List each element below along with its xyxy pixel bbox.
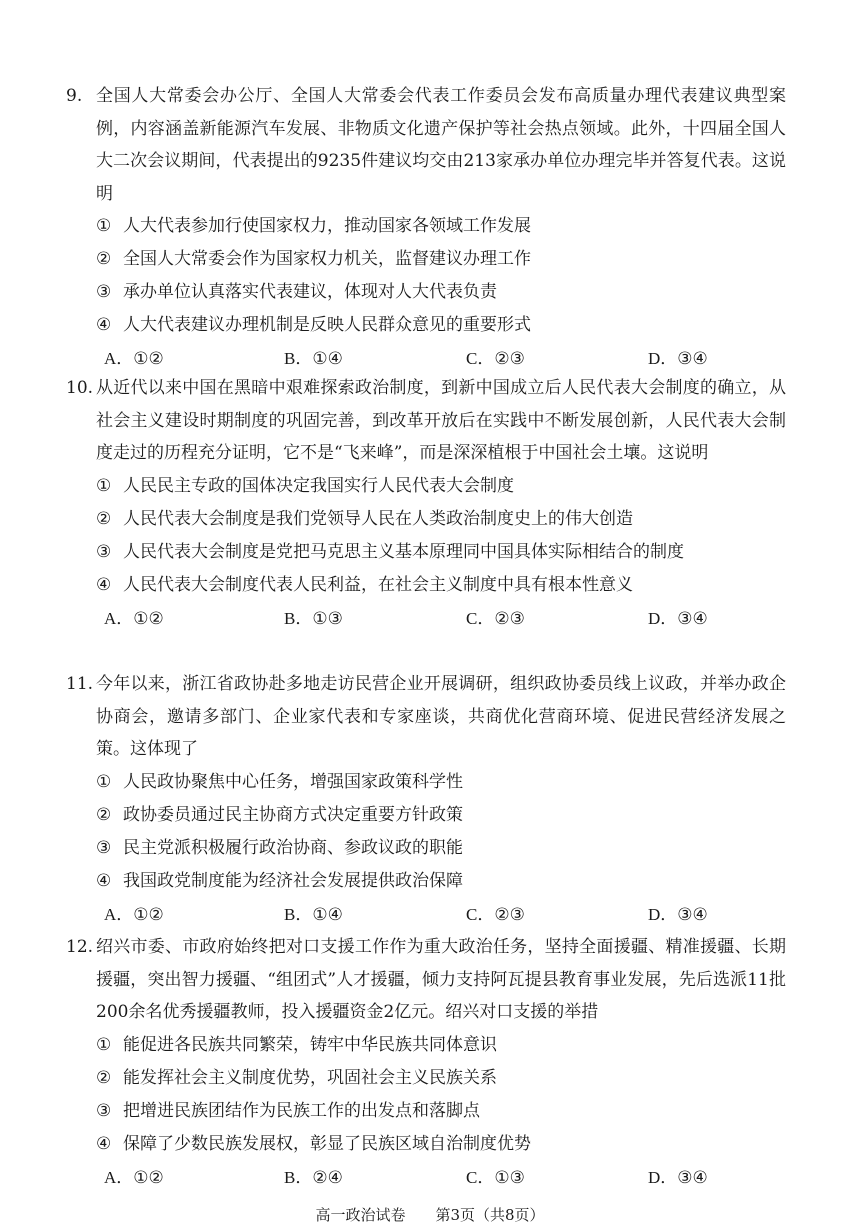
choice-text: ②③ bbox=[494, 904, 525, 925]
statement-item bbox=[66, 243, 786, 276]
statement-text: 人民民主专政的国体决定我国实行人民代表大会制度 bbox=[123, 475, 514, 496]
statement-mark: ④ bbox=[96, 574, 112, 595]
statement-text: 能发挥社会主义制度优势，巩固社会主义民族关系 bbox=[123, 1067, 497, 1088]
choice-b[interactable] bbox=[284, 602, 343, 636]
choice-d[interactable] bbox=[648, 602, 708, 636]
statement-item bbox=[66, 799, 786, 832]
question-number: 10. bbox=[66, 378, 94, 398]
statement-mark: ① bbox=[96, 771, 112, 792]
statement-item bbox=[66, 503, 786, 536]
question-12 bbox=[66, 931, 786, 1194]
statement-item bbox=[66, 536, 786, 569]
question-text: 全国人大常委会办公厅、全国人大常委会代表工作委员会发布高质量办理代表建议典型案例，内容涵盖新能源汽车发展、非物质文化遗产保护等社会热点领域。此外，十四届全国人大二次会议期间，代表提出的9235件建议均交由213家承办单位办理完毕并答复代表。这说明 bbox=[96, 86, 786, 204]
choice-a[interactable] bbox=[104, 602, 164, 636]
choice-a[interactable] bbox=[104, 342, 164, 376]
choice-a[interactable] bbox=[104, 898, 164, 932]
choice-text: ①② bbox=[133, 904, 164, 925]
choice-c[interactable] bbox=[466, 342, 525, 376]
choice-text: ①② bbox=[133, 1167, 164, 1188]
choice-text: ①③ bbox=[312, 608, 343, 629]
choice-text: ①④ bbox=[312, 904, 343, 925]
choice-letter: A． bbox=[104, 904, 134, 924]
choice-text: ③④ bbox=[677, 349, 708, 369]
statement-text: 政协委员通过民主协商方式决定重要方针政策 bbox=[123, 804, 463, 825]
choice-d[interactable] bbox=[648, 342, 708, 376]
choice-a[interactable] bbox=[104, 1161, 164, 1195]
choice-text: ②④ bbox=[312, 1167, 343, 1188]
question-number: 11. bbox=[66, 674, 94, 694]
question-stem bbox=[66, 80, 786, 210]
choice-letter: B． bbox=[284, 904, 313, 924]
statement-mark: ③ bbox=[96, 837, 112, 858]
choice-text: ①④ bbox=[312, 349, 343, 369]
choice-letter: D． bbox=[648, 904, 678, 924]
question-number: 9. bbox=[66, 86, 83, 106]
statement-mark: ② bbox=[96, 508, 112, 529]
statement-item bbox=[66, 832, 786, 865]
choice-letter: C． bbox=[466, 349, 495, 368]
question-stem bbox=[66, 931, 786, 1029]
choice-text: ①③ bbox=[494, 1167, 525, 1188]
choice-c[interactable] bbox=[466, 1161, 525, 1195]
choice-text: ①② bbox=[133, 349, 164, 369]
statement-item bbox=[66, 766, 786, 799]
choice-b[interactable] bbox=[284, 898, 343, 932]
statement-text: 人大代表建议办理机制是反映人民群众意见的重要形式 bbox=[123, 315, 531, 335]
statement-list bbox=[66, 470, 786, 602]
statement-mark: ③ bbox=[96, 541, 112, 562]
statement-item bbox=[66, 1029, 786, 1062]
statement-item bbox=[66, 210, 786, 243]
question-text: 今年以来，浙江省政协赴多地走访民营企业开展调研，组织政协委员线上议政，并举办政企协商会，邀请多部门、企业家代表和专家座谈，共商优化营商环境、促进民营经济发展之策。这体现了 bbox=[96, 674, 786, 759]
question-stem bbox=[66, 372, 786, 470]
statement-text: 人民代表大会制度是党把马克思主义基本原理同中国具体实际相结合的制度 bbox=[123, 541, 684, 562]
statement-text: 承办单位认真落实代表建议，体现对人大代表负责 bbox=[123, 282, 497, 302]
choice-letter: B． bbox=[284, 349, 313, 368]
choice-letter: C． bbox=[466, 904, 495, 924]
statement-list bbox=[66, 1029, 786, 1161]
statement-list bbox=[66, 210, 786, 342]
statement-text: 民主党派积极履行政治协商、参政议政的职能 bbox=[123, 837, 463, 858]
statement-item bbox=[66, 276, 786, 309]
choice-text: ②③ bbox=[494, 349, 525, 369]
statement-item bbox=[66, 1095, 786, 1128]
statement-mark: ① bbox=[96, 216, 112, 236]
choice-letter: A． bbox=[104, 1167, 134, 1187]
choice-b[interactable] bbox=[284, 342, 343, 376]
question-number: 12. bbox=[66, 937, 94, 957]
choice-text: ③④ bbox=[677, 1167, 708, 1188]
statement-text: 人大代表参加行使国家权力，推动国家各领域工作发展 bbox=[123, 216, 531, 236]
statement-text: 全国人大常委会作为国家权力机关，监督建议办理工作 bbox=[123, 249, 531, 269]
question-stem bbox=[66, 668, 786, 766]
statement-mark: ③ bbox=[96, 1100, 112, 1121]
statement-text: 能促进各民族共同繁荣，铸牢中华民族共同体意识 bbox=[123, 1034, 497, 1055]
statement-item bbox=[66, 470, 786, 503]
statement-mark: ④ bbox=[96, 870, 112, 891]
statement-text: 人民政协聚焦中心任务，增强国家政策科学性 bbox=[123, 771, 463, 792]
statement-mark: ① bbox=[96, 475, 112, 496]
statement-text: 我国政党制度能为经济社会发展提供政治保障 bbox=[123, 870, 463, 891]
choice-letter: A． bbox=[104, 349, 134, 368]
choice-c[interactable] bbox=[466, 602, 525, 636]
statement-text: 把增进民族团结作为民族工作的出发点和落脚点 bbox=[123, 1100, 480, 1121]
statement-mark: ② bbox=[96, 249, 112, 269]
choice-b[interactable] bbox=[284, 1161, 343, 1195]
answer-choices bbox=[66, 602, 786, 635]
statement-text: 保障了少数民族发展权，彰显了民族区域自治制度优势 bbox=[123, 1133, 531, 1154]
statement-item bbox=[66, 1128, 786, 1161]
choice-text: ③④ bbox=[677, 608, 708, 629]
choice-d[interactable] bbox=[648, 898, 708, 932]
statement-mark: ④ bbox=[96, 1133, 112, 1154]
statement-item bbox=[66, 309, 786, 342]
statement-item bbox=[66, 865, 786, 898]
statement-list bbox=[66, 766, 786, 898]
statement-text: 人民代表大会制度是我们党领导人民在人类政治制度史上的伟大创造 bbox=[123, 508, 633, 529]
statement-item bbox=[66, 569, 786, 602]
choice-letter: D． bbox=[648, 1167, 678, 1187]
statement-mark: ② bbox=[96, 804, 112, 825]
answer-choices bbox=[66, 342, 786, 375]
choice-letter: C． bbox=[466, 1167, 495, 1187]
question-text: 绍兴市委、市政府始终把对口支援工作作为重大政治任务，坚持全面援疆、精准援疆、长期援疆，突出智力援疆、“组团式”人才援疆，倾力支持阿瓦提县教育事业发展，先后选派11批200余名优秀援疆教师，投入援疆资金2亿元。绍兴对口支援的举措 bbox=[96, 937, 786, 1022]
choice-c[interactable] bbox=[466, 898, 525, 932]
statement-mark: ① bbox=[96, 1034, 112, 1055]
statement-mark: ④ bbox=[96, 315, 112, 335]
question-11 bbox=[66, 668, 786, 931]
question-9 bbox=[66, 80, 786, 375]
choice-d[interactable] bbox=[648, 1161, 708, 1195]
choice-letter: C． bbox=[466, 608, 495, 628]
question-text: 从近代以来中国在黑暗中艰难探索政治制度，到新中国成立后人民代表大会制度的确立，从社会主义建设时期制度的巩固完善，到改革开放后在实践中不断发展创新，人民代表大会制度走过的历程充分证明，它不是“飞来峰”，而是深深植根于中国社会土壤。这说明 bbox=[96, 378, 786, 463]
answer-choices bbox=[66, 1161, 786, 1194]
statement-item bbox=[66, 1062, 786, 1095]
choice-text: ③④ bbox=[677, 904, 708, 925]
choice-text: ①② bbox=[133, 608, 164, 629]
choice-letter: B． bbox=[284, 1167, 313, 1187]
choice-text: ②③ bbox=[494, 608, 525, 629]
statement-mark: ② bbox=[96, 1067, 112, 1088]
statement-text: 人民代表大会制度代表人民利益，在社会主义制度中具有根本性意义 bbox=[123, 574, 633, 595]
answer-choices bbox=[66, 898, 786, 931]
choice-letter: D． bbox=[648, 608, 678, 628]
page-footer: 高一政治试卷 第3页（共8页） bbox=[315, 1206, 545, 1224]
statement-mark: ③ bbox=[96, 282, 112, 302]
choice-letter: B． bbox=[284, 608, 313, 628]
choice-letter: D． bbox=[648, 349, 678, 368]
choice-letter: A． bbox=[104, 608, 134, 628]
question-10 bbox=[66, 372, 786, 635]
